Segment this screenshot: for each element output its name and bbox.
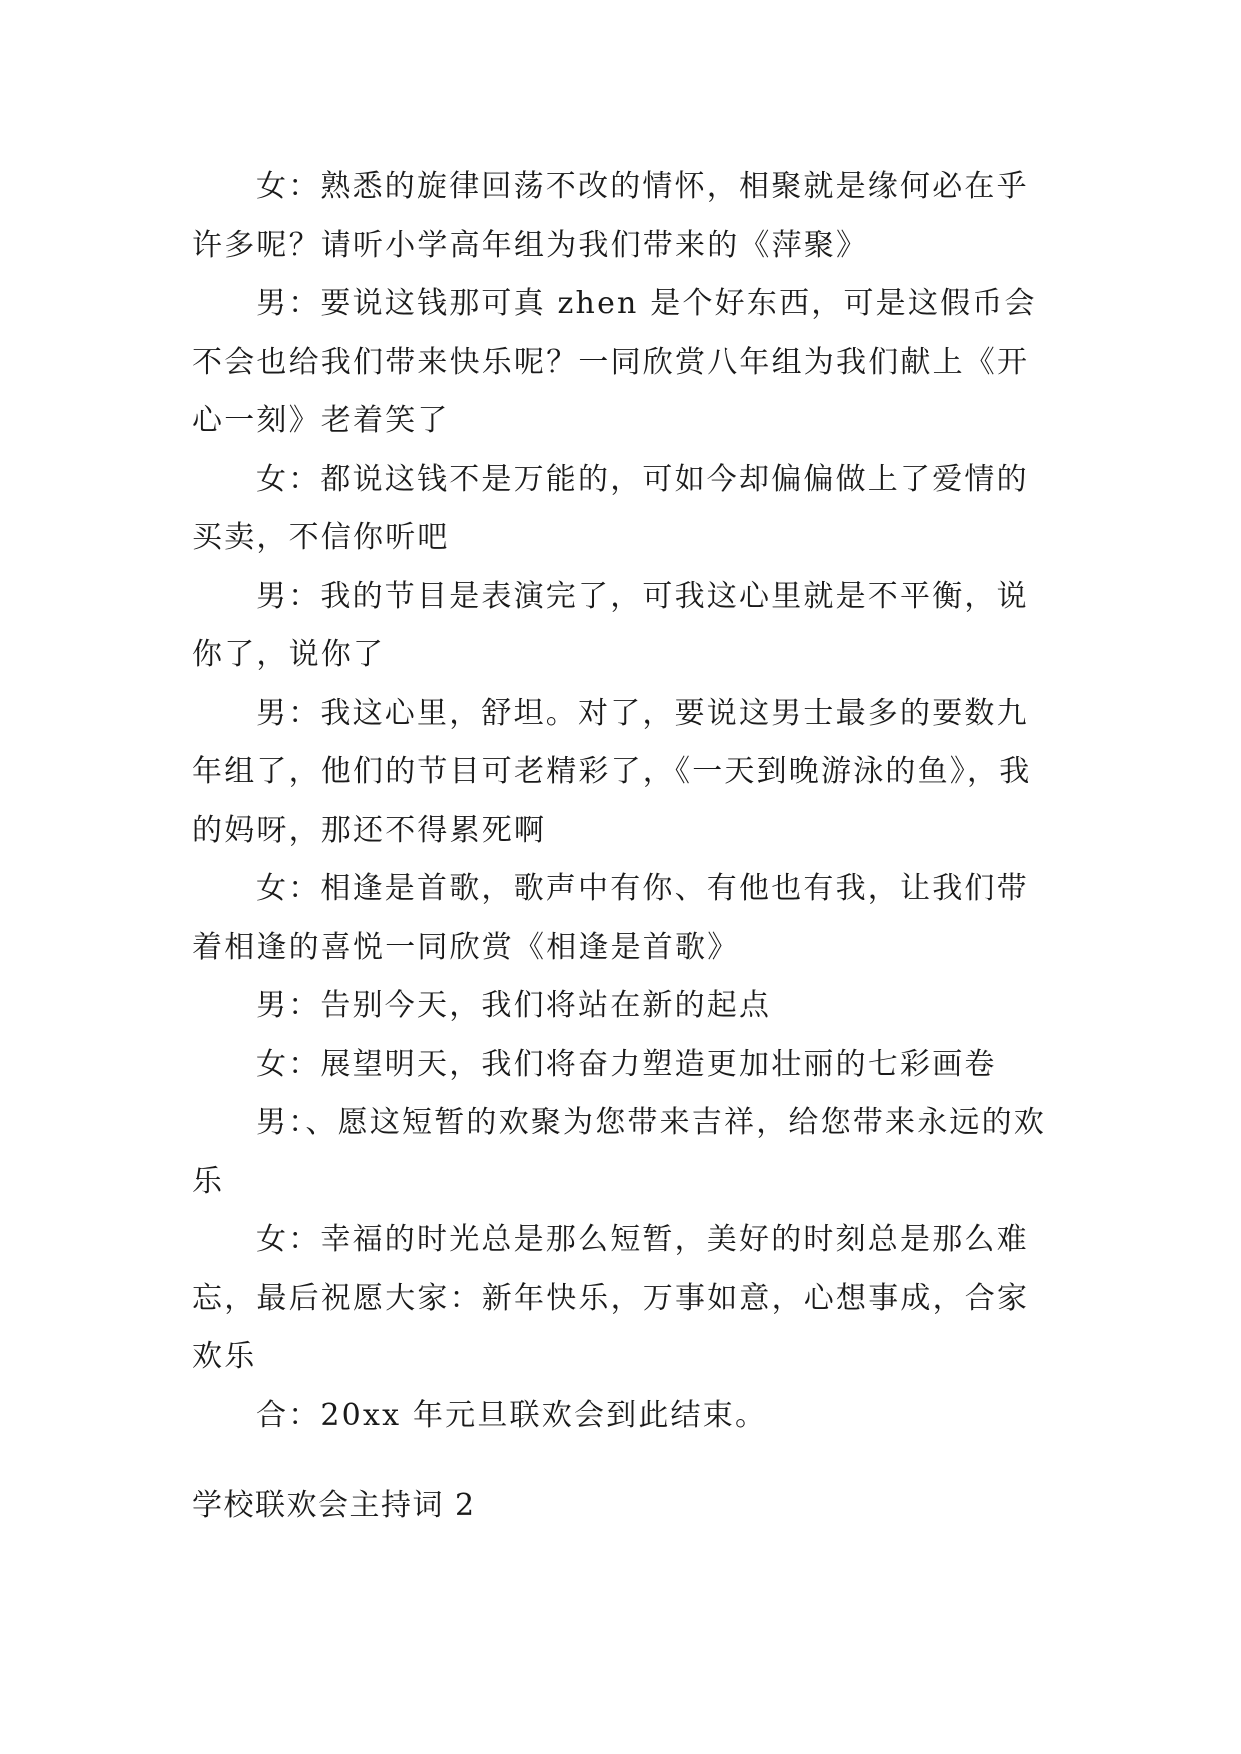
dialogue-paragraph: 男：、愿这短暂的欢聚为您带来吉祥，给您带来永远的欢乐 — [192, 1105, 1046, 1199]
dialogue-paragraph: 女：熟悉的旋律回荡不改的情怀，相聚就是缘何必在乎许多呢？请听小学高年组为我们带来的《萍聚》 — [192, 169, 1029, 263]
dialogue-paragraph: 合：20xx 年元旦联欢会到此结束。 — [256, 1397, 768, 1433]
dialogue-paragraph: 男：我这心里，舒坦。对了，要说这男士最多的要数九年组了，他们的节目可老精彩了，《一天到晚游泳的鱼》，我的妈呀，那还不得累死啊 — [192, 695, 1032, 848]
dialogue-paragraph: 男：我的节目是表演完了，可我这心里就是不平衡，说你了，说你了 — [192, 578, 1029, 672]
dialogue-paragraph: 男：告别今天，我们将站在新的起点 — [256, 988, 772, 1023]
document-body — [192, 158, 1052, 1445]
dialogue-paragraph: 女：展望明天，我们将奋力塑造更加壮丽的七彩画卷 — [256, 1046, 997, 1082]
dialogue-paragraph: 女：都说这钱不是万能的，可如今却偏偏做上了爱情的买卖，不信你听吧 — [192, 461, 1029, 555]
dialogue-paragraph: 女：幸福的时光总是那么短暂，美好的时刻总是那么难忘，最后祝愿大家：新年快乐，万事如意，心想事成，合家欢乐 — [192, 1222, 1030, 1374]
dialogue-paragraph: 女：相逢是首歌，歌声中有你、有他也有我，让我们带着相逢的喜悦一同欣赏《相逢是首歌》 — [192, 871, 1029, 965]
section-heading: 学校联欢会主持词 2 — [192, 1488, 476, 1523]
dialogue-paragraph: 男：要说这钱那可真 zhen 是个好东西，可是这假币会不会也给我们带来快乐呢？一同欣赏八年组为我们献上《开心一刻》老着笑了 — [192, 286, 1037, 438]
